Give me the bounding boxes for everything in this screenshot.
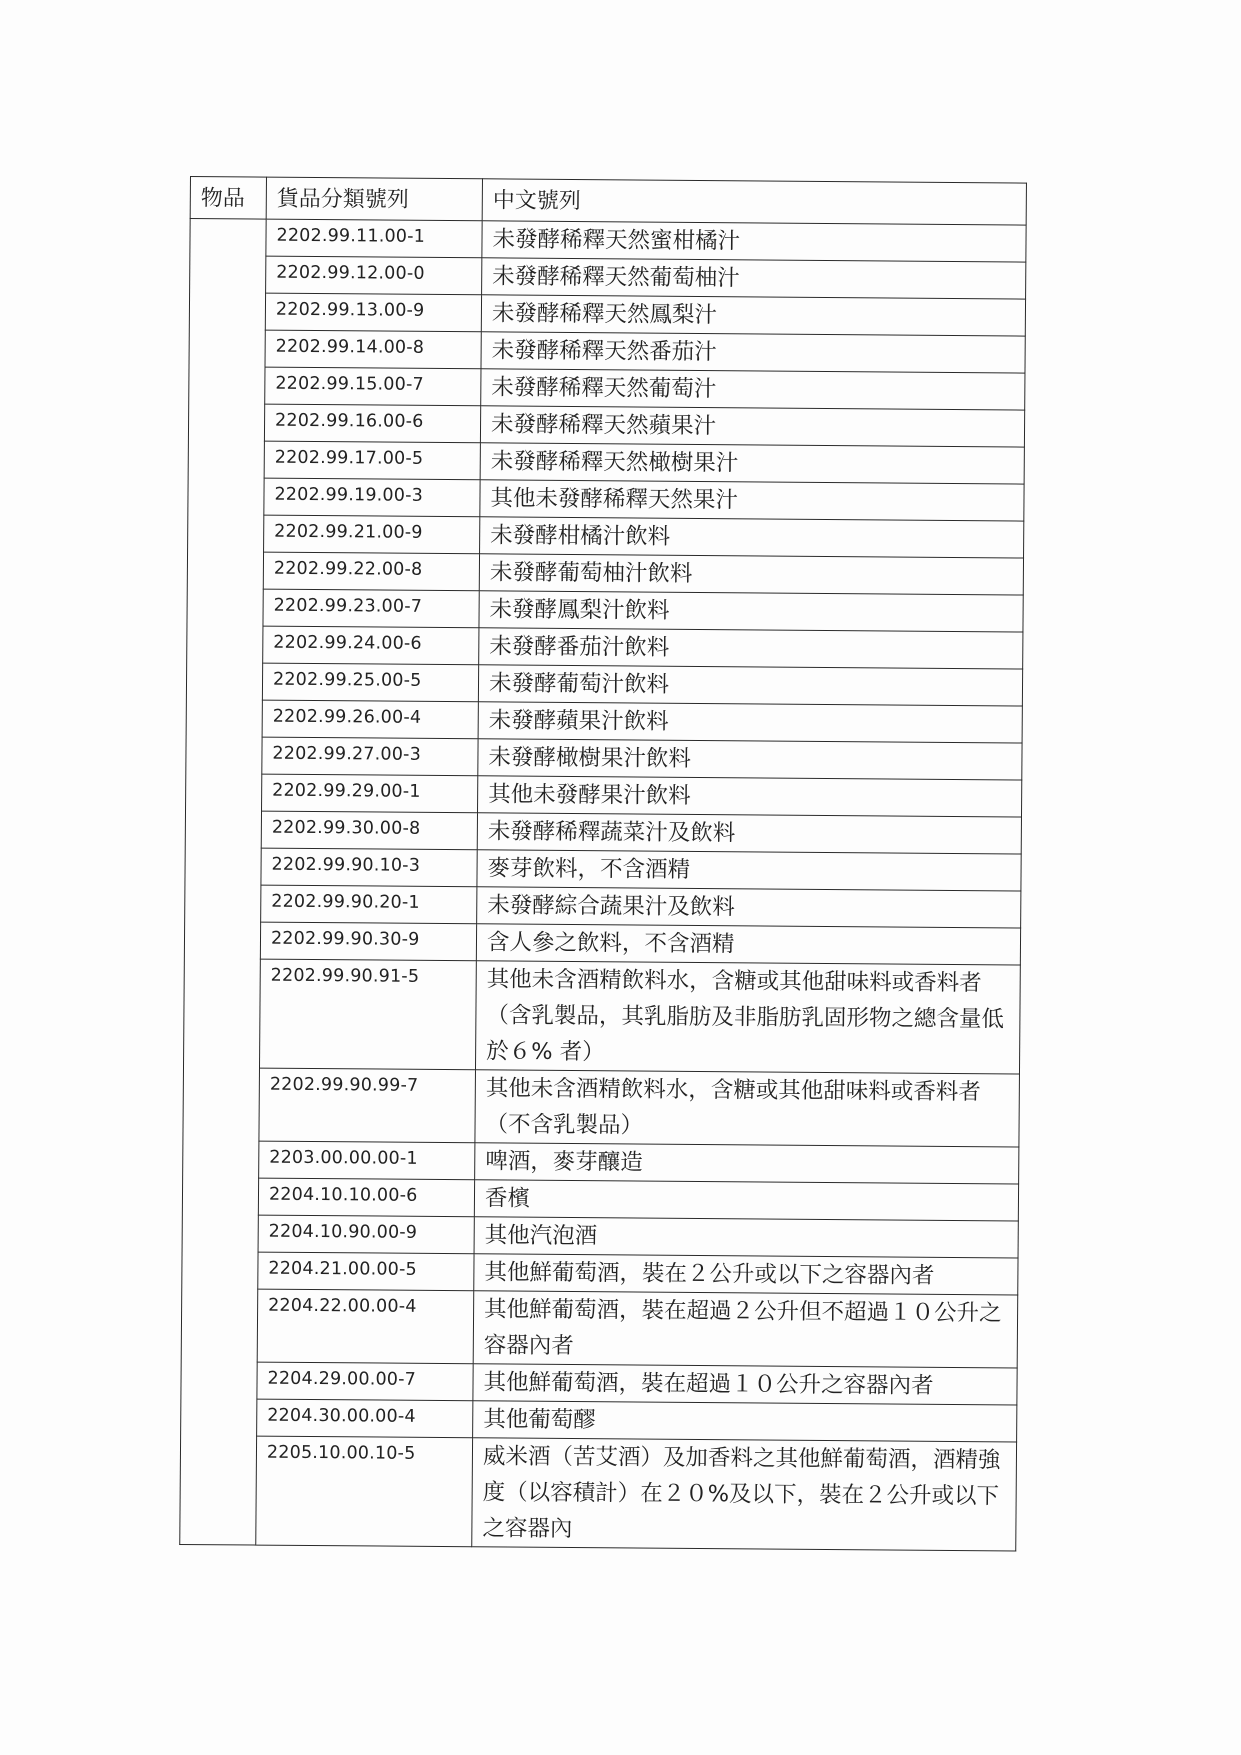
code-cell: 2205.10.00.10-5 <box>256 1436 473 1547</box>
code-cell: 2202.99.17.00-5 <box>264 441 480 480</box>
item-cell <box>180 219 266 1546</box>
code-cell: 2202.99.90.30-9 <box>260 922 476 961</box>
code-cell: 2202.99.15.00-7 <box>265 367 481 406</box>
code-cell: 2202.99.16.00-6 <box>264 404 480 443</box>
name-cell: 其他未含酒精飲料水，含糖或其他甜味料或香料者（不含乳製品） <box>475 1070 1020 1147</box>
name-cell: 香檳 <box>474 1180 1018 1221</box>
code-cell: 2202.99.12.00-0 <box>266 256 482 295</box>
code-cell: 2202.99.90.99-7 <box>259 1068 476 1143</box>
code-cell: 2202.99.24.00-6 <box>263 626 479 665</box>
table-header-row <box>190 177 1026 226</box>
name-cell: 未發酵稀釋天然橄樹果汁 <box>480 443 1024 484</box>
name-cell: 啤酒，麥芽釀造 <box>475 1143 1019 1184</box>
code-cell: 2202.99.21.00-9 <box>264 515 480 554</box>
header-code: 貨品分類號列 <box>266 177 482 221</box>
name-cell: 未發酵綜合蔬果汁及飲料 <box>477 887 1021 928</box>
name-cell: 未發酵稀釋天然葡萄汁 <box>481 369 1025 410</box>
name-cell: 未發酵柑橘汁飲料 <box>480 517 1024 558</box>
code-cell: 2202.99.14.00-8 <box>265 330 481 369</box>
name-cell: 其他未發酵稀釋天然果汁 <box>480 480 1024 521</box>
code-cell: 2204.10.10.00-6 <box>258 1178 474 1217</box>
table-row <box>180 1435 1017 1551</box>
code-cell: 2202.99.26.00-4 <box>262 700 478 739</box>
name-cell: 未發酵葡萄柚汁飲料 <box>479 554 1023 595</box>
name-cell: 未發酵番茄汁飲料 <box>479 628 1023 669</box>
name-cell: 未發酵稀釋蔬菜汁及飲料 <box>477 813 1021 854</box>
name-cell: 未發酵鳳梨汁飲料 <box>479 591 1023 632</box>
code-cell: 2202.99.29.00-1 <box>262 774 478 813</box>
name-cell: 未發酵稀釋天然蘋果汁 <box>480 406 1024 447</box>
table-row <box>181 1288 1018 1368</box>
name-cell: 未發酵葡萄汁飲料 <box>478 665 1022 706</box>
code-cell: 2204.21.00.00-5 <box>258 1252 474 1291</box>
code-cell: 2202.99.90.10-3 <box>261 848 477 887</box>
code-cell: 2202.99.11.00-1 <box>266 219 482 258</box>
name-cell: 未發酵稀釋天然葡萄柚汁 <box>482 258 1026 299</box>
code-cell: 2204.22.00.00-4 <box>257 1289 474 1364</box>
name-cell: 其他鮮葡萄酒，裝在超過２公升但不超過１０公升之容器內者 <box>473 1291 1018 1368</box>
code-cell: 2202.99.22.00-8 <box>263 552 479 591</box>
code-cell: 2202.99.19.00-3 <box>264 478 480 517</box>
name-cell: 其他未含酒精飲料水，含糖或其他甜味料或香料者（含乳製品，其乳脂肪及非脂肪乳固形物之總含量低於６% 者） <box>475 961 1020 1074</box>
name-cell: 其他汽泡酒 <box>474 1217 1018 1258</box>
code-cell: 2202.99.90.20-1 <box>261 885 477 924</box>
code-cell: 2204.30.00.00-4 <box>257 1399 473 1438</box>
code-cell: 2203.00.00.00-1 <box>259 1141 475 1180</box>
name-cell: 未發酵稀釋天然鳳梨汁 <box>481 295 1025 336</box>
code-cell: 2202.99.27.00-3 <box>262 737 478 776</box>
name-cell: 含人參之飲料，不含酒精 <box>476 924 1020 965</box>
name-cell: 其他鮮葡萄酒，裝在超過１０公升之容器內者 <box>473 1364 1017 1405</box>
name-cell: 未發酵橄樹果汁飲料 <box>478 739 1022 780</box>
code-cell: 2202.99.30.00-8 <box>261 811 477 850</box>
table-row <box>183 958 1020 1074</box>
name-cell: 其他葡萄醪 <box>473 1401 1017 1442</box>
code-cell: 2202.99.90.91-5 <box>259 959 476 1070</box>
name-cell: 未發酵稀釋天然蜜柑橘汁 <box>482 221 1026 262</box>
code-cell: 2204.29.00.00-7 <box>257 1362 473 1401</box>
name-cell: 其他未發酵果汁飲料 <box>478 776 1022 817</box>
name-cell: 威米酒（苦艾酒）及加香料之其他鮮葡萄酒，酒精強度（以容積計）在２０%及以下，裝在２公升或以下之容器內 <box>472 1438 1017 1551</box>
code-cell: 2202.99.13.00-9 <box>265 293 481 332</box>
code-cell: 2202.99.23.00-7 <box>263 589 479 628</box>
header-name: 中文號列 <box>482 179 1026 225</box>
name-cell: 其他鮮葡萄酒，裝在２公升或以下之容器內者 <box>474 1254 1018 1295</box>
tariff-table <box>179 176 1027 1552</box>
table-body <box>180 219 1026 1552</box>
table-row <box>183 1067 1020 1147</box>
code-cell: 2204.10.90.00-9 <box>258 1215 474 1254</box>
name-cell: 麥芽飲料，不含酒精 <box>477 850 1021 891</box>
name-cell: 未發酵稀釋天然番茄汁 <box>481 332 1025 373</box>
code-cell: 2202.99.25.00-5 <box>262 663 478 702</box>
header-item: 物品 <box>190 177 266 220</box>
name-cell: 未發酵蘋果汁飲料 <box>478 702 1022 743</box>
